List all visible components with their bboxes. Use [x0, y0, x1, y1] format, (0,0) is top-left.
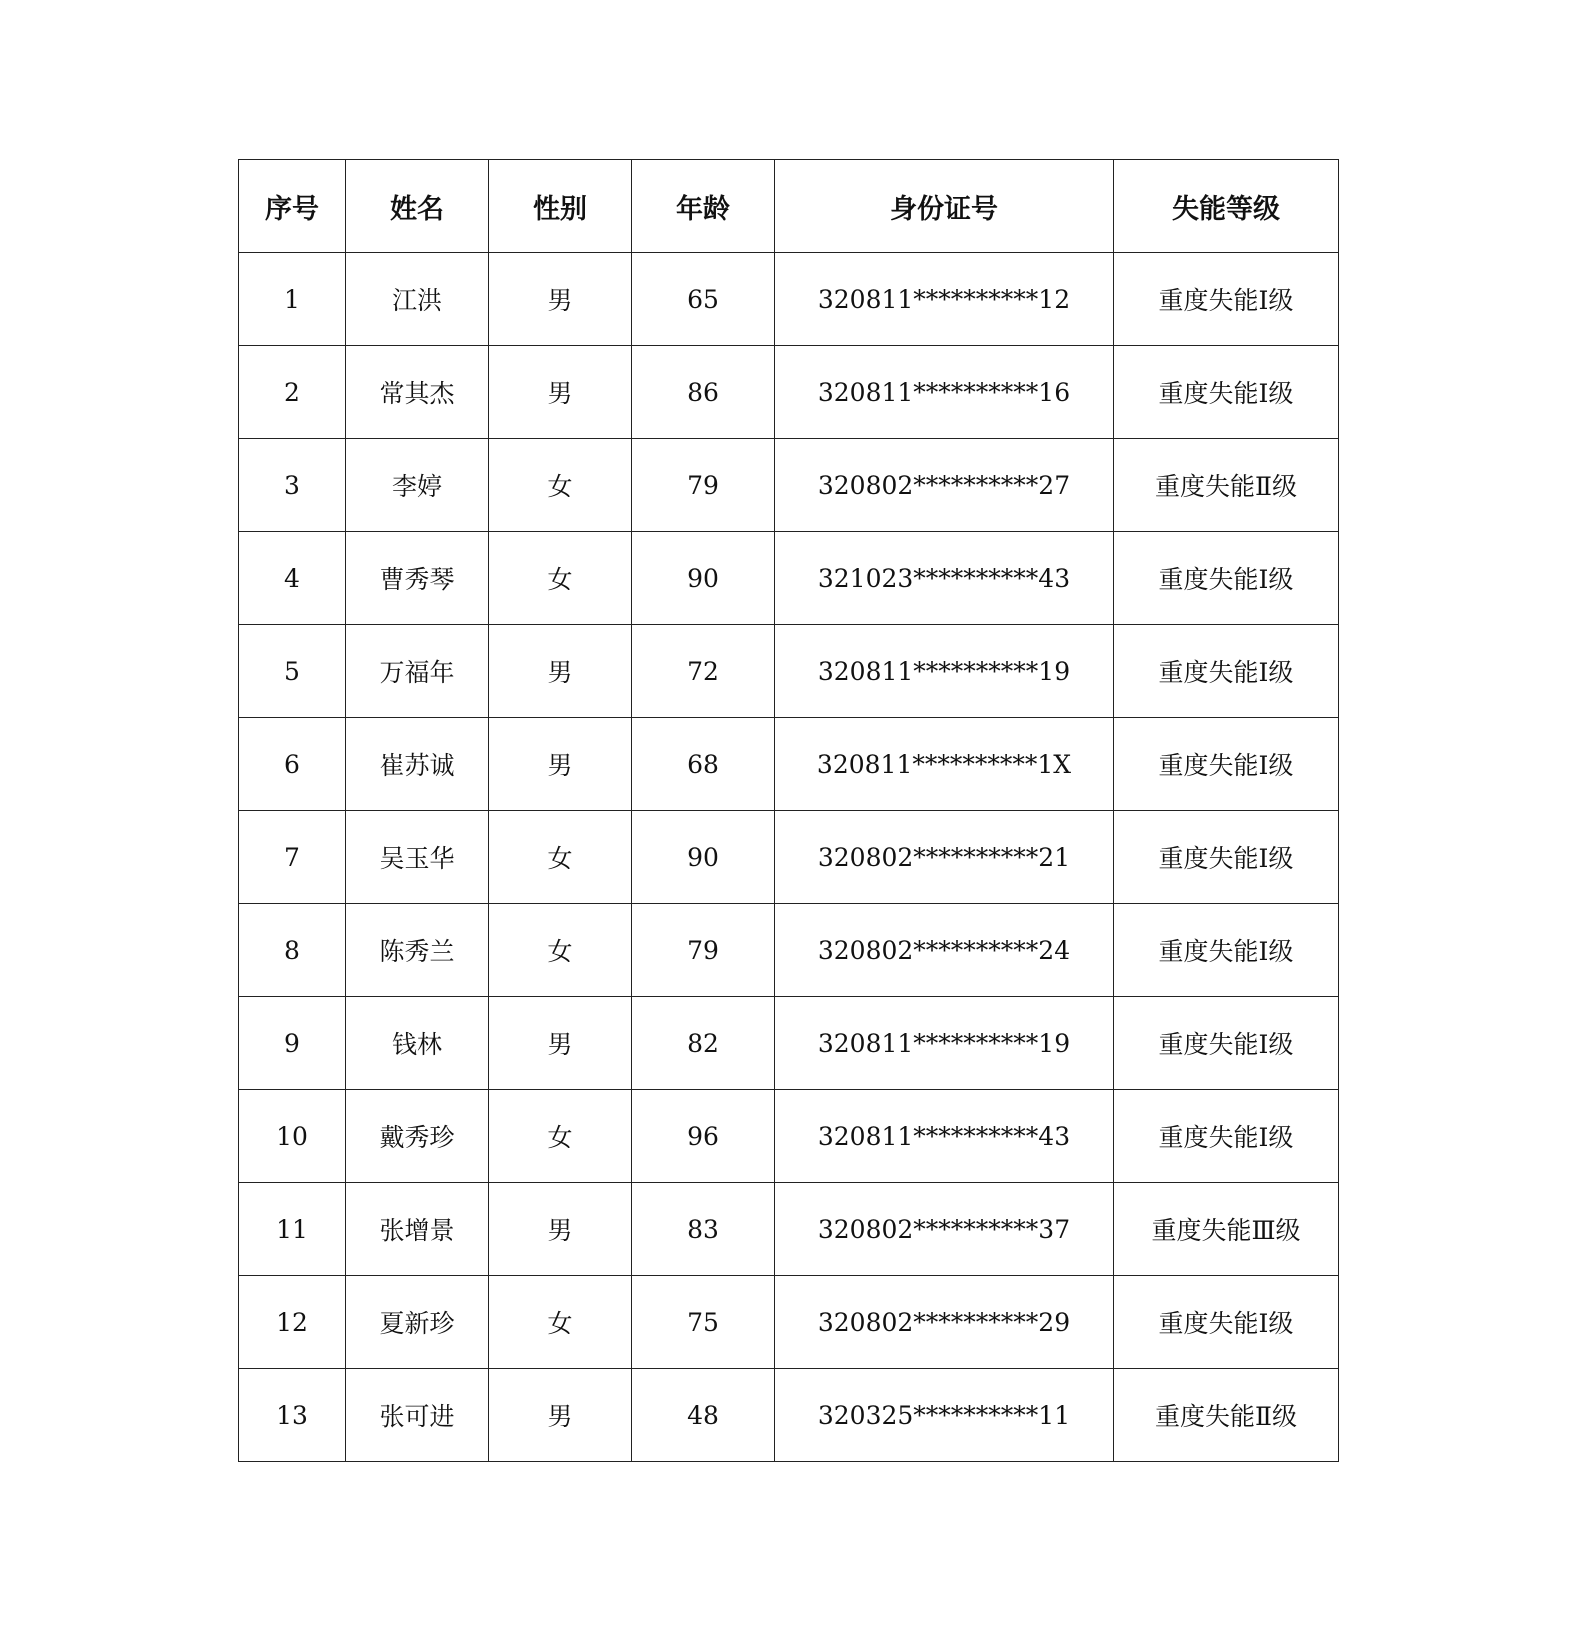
cell-name: 崔苏诚: [346, 718, 489, 811]
cell-id-number: 320802**********29: [775, 1276, 1114, 1369]
cell-id-number: 320802**********24: [775, 904, 1114, 997]
cell-index: 1: [239, 253, 346, 346]
cell-name: 李婷: [346, 439, 489, 532]
header-gender: 性别: [489, 160, 632, 253]
cell-gender: 女: [489, 904, 632, 997]
cell-index: 11: [239, 1183, 346, 1276]
cell-gender: 男: [489, 253, 632, 346]
cell-id-number: 320811**********1X: [775, 718, 1114, 811]
table-row: [239, 253, 1339, 346]
cell-disability-level: 重度失能Ⅰ级: [1114, 718, 1339, 811]
table-row: [239, 904, 1339, 997]
cell-gender: 男: [489, 346, 632, 439]
cell-gender: 男: [489, 1369, 632, 1462]
cell-disability-level: 重度失能Ⅰ级: [1114, 532, 1339, 625]
table-row: [239, 1276, 1339, 1369]
cell-name: 陈秀兰: [346, 904, 489, 997]
cell-name: 曹秀琴: [346, 532, 489, 625]
cell-index: 13: [239, 1369, 346, 1462]
table-row: [239, 1090, 1339, 1183]
cell-name: 夏新珍: [346, 1276, 489, 1369]
cell-id-number: 320811**********43: [775, 1090, 1114, 1183]
header-name: 姓名: [346, 160, 489, 253]
cell-age: 86: [632, 346, 775, 439]
cell-disability-level: 重度失能Ⅰ级: [1114, 346, 1339, 439]
table-row: [239, 346, 1339, 439]
cell-age: 72: [632, 625, 775, 718]
table-row: [239, 439, 1339, 532]
cell-age: 82: [632, 997, 775, 1090]
table-row: [239, 1369, 1339, 1462]
cell-id-number: 320325**********11: [775, 1369, 1114, 1462]
table-row: [239, 532, 1339, 625]
cell-age: 90: [632, 811, 775, 904]
cell-index: 5: [239, 625, 346, 718]
cell-index: 12: [239, 1276, 346, 1369]
cell-name: 钱林: [346, 997, 489, 1090]
cell-disability-level: 重度失能Ⅰ级: [1114, 997, 1339, 1090]
cell-index: 7: [239, 811, 346, 904]
cell-name: 张增景: [346, 1183, 489, 1276]
cell-disability-level: 重度失能Ⅰ级: [1114, 625, 1339, 718]
cell-gender: 女: [489, 811, 632, 904]
cell-index: 2: [239, 346, 346, 439]
cell-index: 9: [239, 997, 346, 1090]
cell-age: 79: [632, 904, 775, 997]
table-row: [239, 718, 1339, 811]
cell-id-number: 320811**********19: [775, 625, 1114, 718]
cell-age: 83: [632, 1183, 775, 1276]
cell-age: 96: [632, 1090, 775, 1183]
cell-index: 4: [239, 532, 346, 625]
cell-id-number: 320802**********27: [775, 439, 1114, 532]
cell-disability-level: 重度失能Ⅰ级: [1114, 1276, 1339, 1369]
cell-disability-level: 重度失能Ⅰ级: [1114, 811, 1339, 904]
cell-disability-level: 重度失能Ⅲ级: [1114, 1183, 1339, 1276]
cell-age: 75: [632, 1276, 775, 1369]
header-disability-level: 失能等级: [1114, 160, 1339, 253]
cell-name: 江洪: [346, 253, 489, 346]
cell-id-number: 320811**********16: [775, 346, 1114, 439]
cell-name: 张可进: [346, 1369, 489, 1462]
cell-name: 戴秀珍: [346, 1090, 489, 1183]
cell-disability-level: 重度失能Ⅰ级: [1114, 1090, 1339, 1183]
cell-age: 90: [632, 532, 775, 625]
cell-age: 79: [632, 439, 775, 532]
cell-index: 3: [239, 439, 346, 532]
cell-disability-level: 重度失能Ⅰ级: [1114, 253, 1339, 346]
cell-id-number: 320802**********37: [775, 1183, 1114, 1276]
cell-id-number: 320811**********12: [775, 253, 1114, 346]
cell-gender: 男: [489, 1183, 632, 1276]
cell-id-number: 320811**********19: [775, 997, 1114, 1090]
header-id-number: 身份证号: [775, 160, 1114, 253]
cell-name: 万福年: [346, 625, 489, 718]
cell-disability-level: 重度失能Ⅰ级: [1114, 904, 1339, 997]
cell-gender: 男: [489, 718, 632, 811]
table-body: [239, 253, 1339, 1462]
cell-disability-level: 重度失能Ⅱ级: [1114, 1369, 1339, 1462]
cell-index: 6: [239, 718, 346, 811]
table-row: [239, 997, 1339, 1090]
table-row: [239, 1183, 1339, 1276]
cell-disability-level: 重度失能Ⅱ级: [1114, 439, 1339, 532]
cell-name: 吴玉华: [346, 811, 489, 904]
cell-index: 8: [239, 904, 346, 997]
cell-gender: 女: [489, 532, 632, 625]
cell-gender: 男: [489, 997, 632, 1090]
cell-age: 65: [632, 253, 775, 346]
cell-id-number: 320802**********21: [775, 811, 1114, 904]
table-row: [239, 811, 1339, 904]
cell-age: 48: [632, 1369, 775, 1462]
cell-gender: 女: [489, 1090, 632, 1183]
table-header-row: [239, 160, 1339, 253]
cell-name: 常其杰: [346, 346, 489, 439]
header-index: 序号: [239, 160, 346, 253]
disability-table: [238, 159, 1339, 1462]
cell-gender: 女: [489, 439, 632, 532]
cell-id-number: 321023**********43: [775, 532, 1114, 625]
table-row: [239, 625, 1339, 718]
cell-gender: 女: [489, 1276, 632, 1369]
cell-index: 10: [239, 1090, 346, 1183]
cell-age: 68: [632, 718, 775, 811]
header-age: 年龄: [632, 160, 775, 253]
cell-gender: 男: [489, 625, 632, 718]
